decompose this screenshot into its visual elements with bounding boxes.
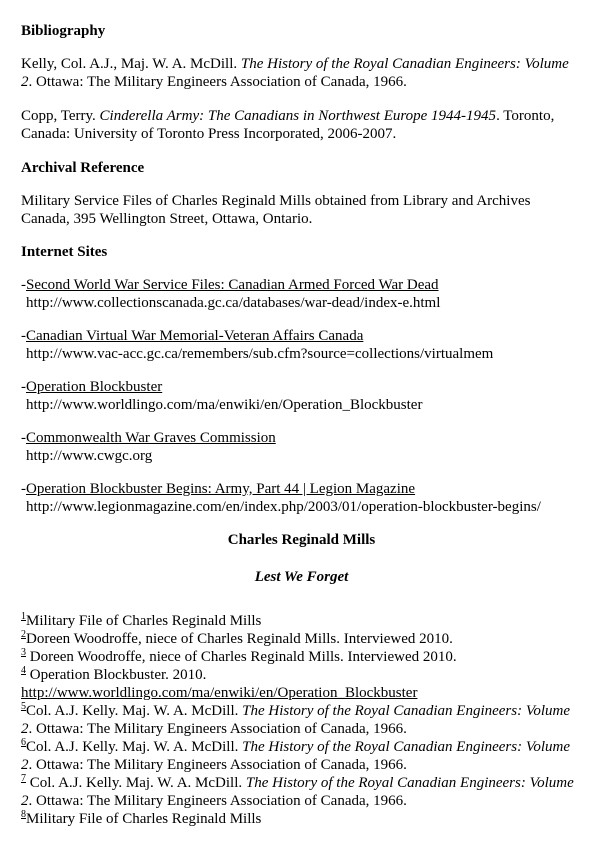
internet-site-entry xyxy=(21,276,582,312)
footnote xyxy=(21,738,582,774)
internet-site-entry xyxy=(21,327,582,363)
archival-reference-text: Military Service Files of Charles Reginald Mills obtained from Library and Archives Canada, 395 Wellington Street, Ottawa, Ontario. xyxy=(21,193,531,227)
footnote xyxy=(21,648,582,666)
footnote-text: Col. A.J. Kelly. Maj. W. A. McDill. xyxy=(26,775,246,791)
internet-site-entry xyxy=(21,480,582,516)
footnote xyxy=(21,612,582,630)
footnote-marker[interactable]: 5 xyxy=(21,701,26,712)
site-url: http://www.collectionscanada.gc.ca/databases/war-dead/index-e.html xyxy=(26,295,441,311)
footnote-text: Doreen Woodroffe, niece of Charles Reginald Mills. Interviewed 2010. xyxy=(26,649,457,665)
memorial-name: Charles Reginald Mills xyxy=(227,532,376,548)
bibliography-heading: Bibliography xyxy=(21,23,106,39)
site-link[interactable]: Operation Blockbuster xyxy=(26,379,163,395)
citation-publisher: . Ottawa: The Military Engineers Association of Canada, 1966. xyxy=(28,74,407,90)
footnote xyxy=(21,810,582,828)
site-url: http://www.worldlingo.com/ma/enwiki/en/Operation_Blockbuster xyxy=(26,397,423,413)
link-prefix-dash: - xyxy=(21,328,26,344)
site-title-line xyxy=(21,378,582,396)
site-title-line xyxy=(21,276,582,294)
site-link[interactable]: Operation Blockbuster Begins: Army, Part 44 | Legion Magazine xyxy=(26,481,416,497)
site-url: http://www.cwgc.org xyxy=(26,448,153,464)
footnote-marker[interactable]: 2 xyxy=(21,629,26,640)
site-title-line xyxy=(21,480,582,498)
footnote-text: Col. A.J. Kelly. Maj. W. A. McDill. xyxy=(26,703,243,719)
internet-site-entry xyxy=(21,429,582,465)
footnote-marker[interactable]: 7 xyxy=(21,773,26,784)
citation-authors: Copp, Terry. xyxy=(21,108,100,124)
internet-sites-heading: Internet Sites xyxy=(21,244,108,260)
footnotes-section xyxy=(21,612,582,828)
bibliography-entry xyxy=(21,55,582,91)
footnote xyxy=(21,666,582,702)
link-prefix-dash: - xyxy=(21,430,26,446)
footnote-marker[interactable]: 3 xyxy=(21,647,26,658)
site-link[interactable]: Commonwealth War Graves Commission xyxy=(26,430,276,446)
archival-reference-heading: Archival Reference xyxy=(21,160,145,176)
footnote-marker[interactable]: 1 xyxy=(21,611,26,622)
link-prefix-dash: - xyxy=(21,277,26,293)
footnote-book-title: The History of the Royal Canadian Engineers: Volume 2 xyxy=(21,703,571,737)
citation-authors: Kelly, Col. A.J., Maj. W. A. McDill. xyxy=(21,56,241,72)
citation-publisher: . Toronto, Canada: University of Toronto Press Incorporated, 2006-2007. xyxy=(21,108,555,142)
link-prefix-dash: - xyxy=(21,379,26,395)
footnote-text: Doreen Woodroffe, niece of Charles Reginald Mills. Interviewed 2010. xyxy=(26,631,453,647)
site-link[interactable]: Second World War Service Files: Canadian Armed Forced War Dead xyxy=(26,277,439,293)
footnote-text: Col. A.J. Kelly. Maj. W. A. McDill. xyxy=(26,739,243,755)
citation-book-title: The History of the Royal Canadian Engineers: Volume 2 xyxy=(21,56,569,90)
footnote-text: Military File of Charles Reginald Mills xyxy=(26,811,262,827)
footnote xyxy=(21,702,582,738)
footnote-book-title: The History of the Royal Canadian Engineers: Volume 2 xyxy=(21,775,574,809)
footnote-url-link[interactable]: http://www.worldlingo.com/ma/enwiki/en/Operation_Blockbuster xyxy=(21,685,418,701)
footnote-text: . Ottawa: The Military Engineers Association of Canada, 1966. xyxy=(28,793,407,809)
site-url: http://www.vac-acc.gc.ca/remembers/sub.cfm?source=collections/virtualmem xyxy=(26,346,494,362)
footnote-marker[interactable]: 4 xyxy=(21,665,26,676)
site-url: http://www.legionmagazine.com/en/index.php/2003/01/operation-blockbuster-begins/ xyxy=(26,499,541,515)
footnote xyxy=(21,774,582,810)
site-link[interactable]: Canadian Virtual War Memorial-Veteran Affairs Canada xyxy=(26,328,364,344)
link-prefix-dash: - xyxy=(21,481,26,497)
footnote-marker[interactable]: 8 xyxy=(21,809,26,820)
bibliography-entry xyxy=(21,107,582,143)
footnote-marker[interactable]: 6 xyxy=(21,737,26,748)
citation-book-title: Cinderella Army: The Canadians in Northwest Europe 1944-1945 xyxy=(99,108,497,124)
footnote-text: Military File of Charles Reginald Mills xyxy=(26,613,262,629)
internet-site-entry xyxy=(21,378,582,414)
site-title-line xyxy=(21,429,582,447)
footnote-text: . Ottawa: The Military Engineers Association of Canada, 1966. xyxy=(28,757,407,773)
footnote xyxy=(21,630,582,648)
site-title-line xyxy=(21,327,582,345)
footnote-text: . Ottawa: The Military Engineers Association of Canada, 1966. xyxy=(28,721,407,737)
footnote-text: Operation Blockbuster. 2010. xyxy=(26,667,207,683)
footnote-book-title: The History of the Royal Canadian Engineers: Volume 2 xyxy=(21,739,571,773)
memorial-motto: Lest We Forget xyxy=(254,569,349,585)
